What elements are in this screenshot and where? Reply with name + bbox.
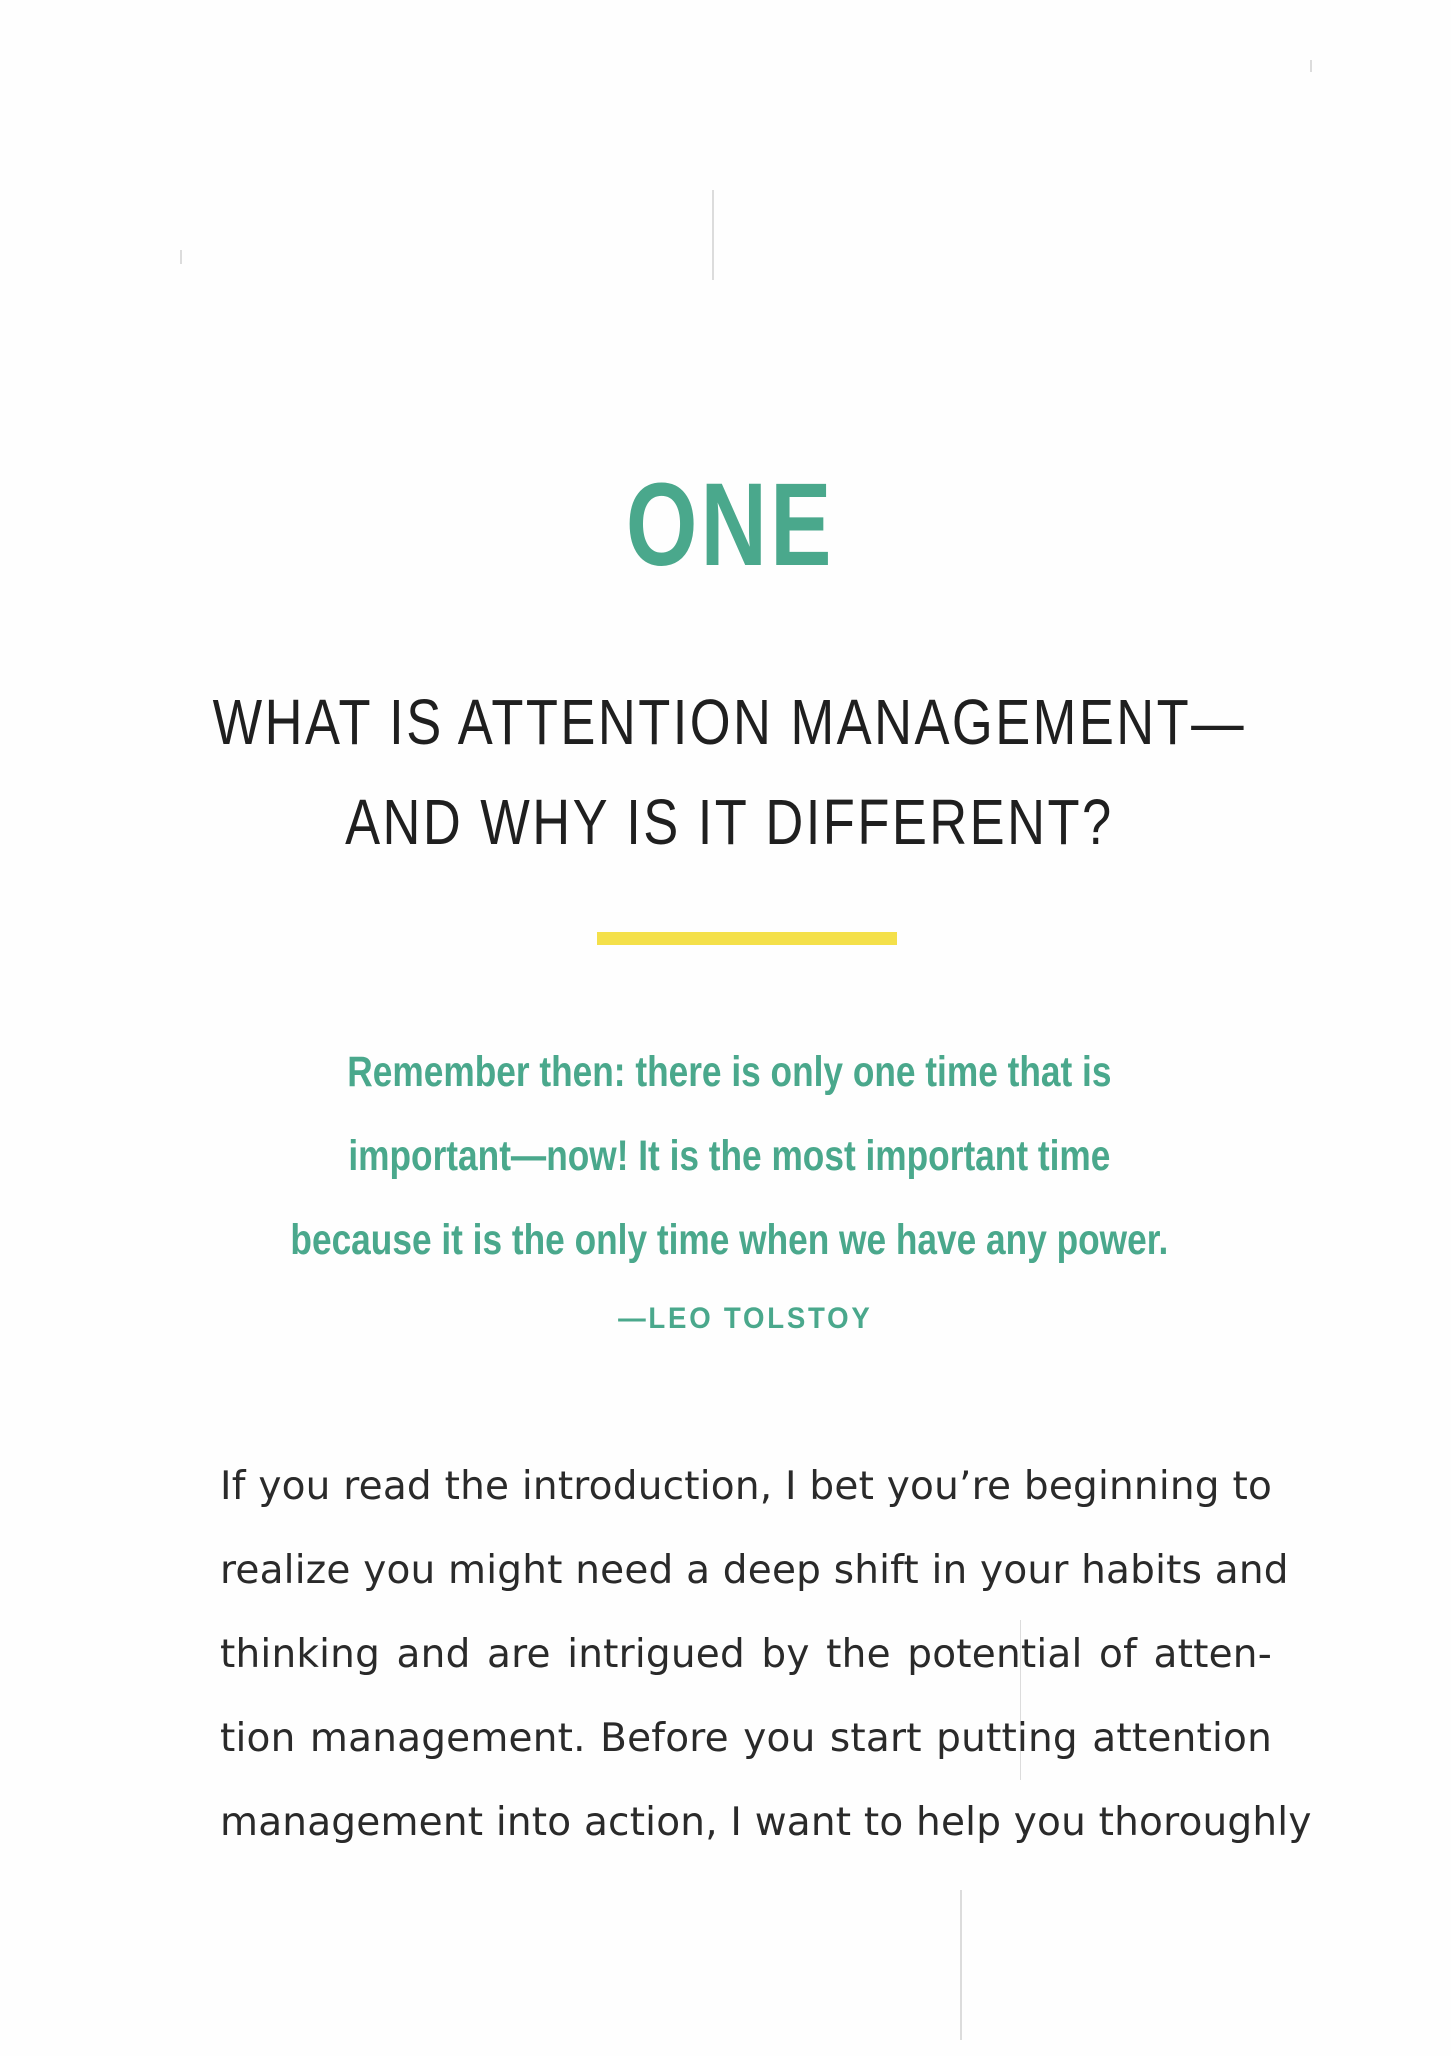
epigraph-line: important—now! It is the most important time: [348, 1132, 1111, 1180]
epigraph-attribution: [0, 1298, 1451, 1340]
body-line: management into action, I want to help you thoroughly: [220, 1800, 1312, 1845]
chapter-title: [0, 672, 1451, 872]
scan-speck: [712, 190, 714, 280]
title-divider: [597, 932, 897, 945]
body-line: thinking and are intrigued by the potential of atten-: [220, 1632, 1272, 1677]
chapter-title-line: WHAT IS ATTENTION MANAGEMENT—: [212, 686, 1247, 758]
attribution-text: —LEO TOLSTOY: [618, 1302, 873, 1335]
epigraph-quote: [0, 1030, 1451, 1282]
body-line: If you read the introduction, I bet you’re beginning to: [220, 1464, 1272, 1509]
body-line: tion management. Before you start putting attention: [220, 1716, 1272, 1761]
body-paragraph: [220, 1445, 1312, 1865]
body-line: realize you might need a deep shift in your habits and: [220, 1548, 1289, 1593]
scan-speck: [960, 1890, 962, 2040]
epigraph-line: because it is the only time when we have any power.: [290, 1216, 1169, 1264]
scan-speck: [180, 250, 182, 264]
chapter-title-line: AND WHY IS IT DIFFERENT?: [345, 786, 1114, 858]
chapter-number: ONE: [625, 459, 835, 591]
scan-speck: [1310, 60, 1312, 72]
epigraph-line: Remember then: there is only one time that is: [347, 1048, 1112, 1096]
